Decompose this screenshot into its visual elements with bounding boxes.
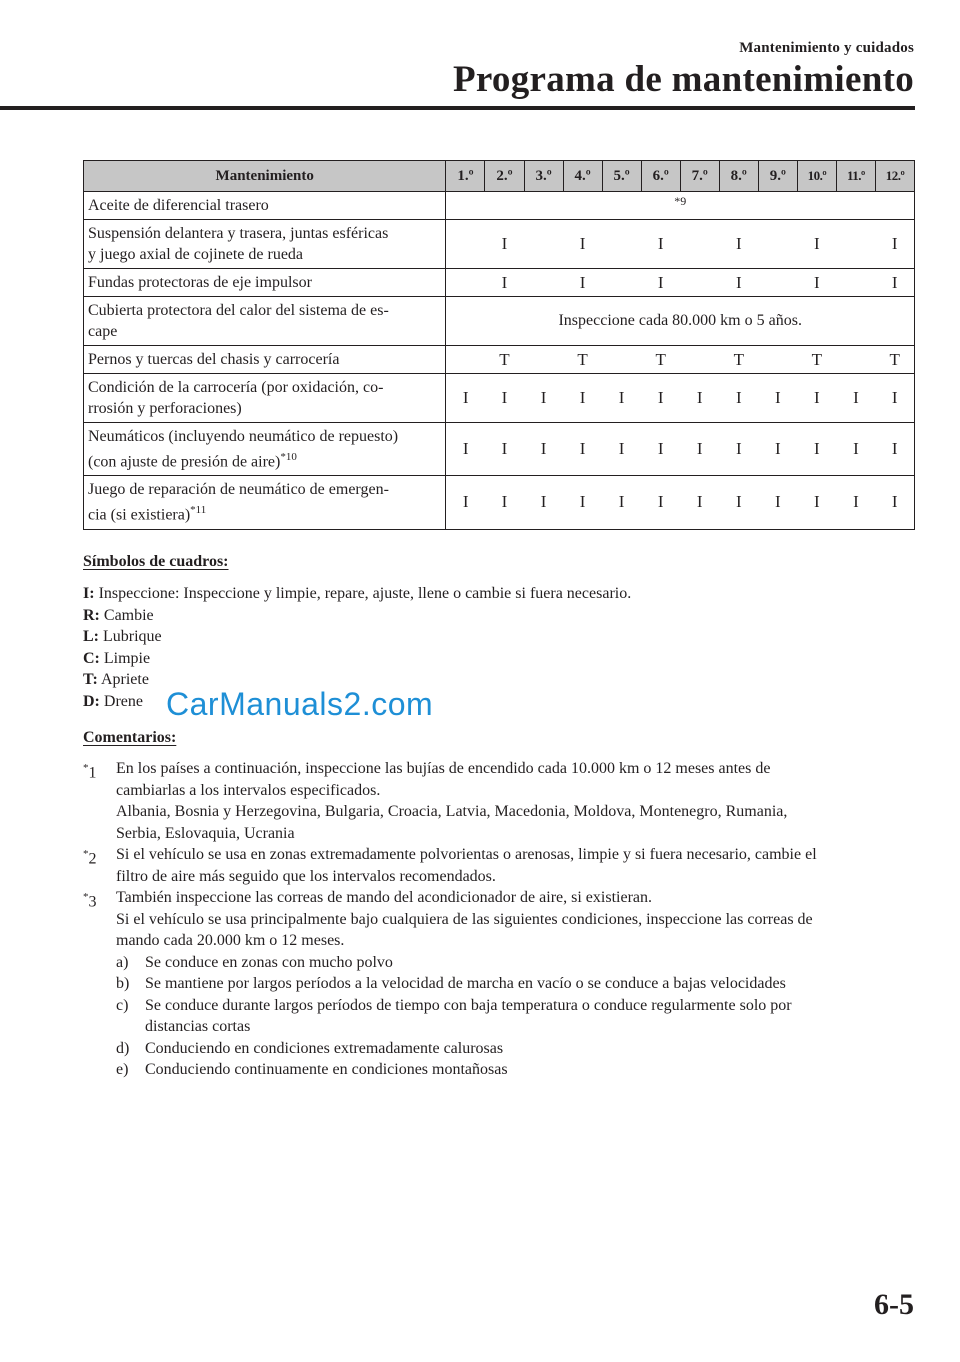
note-line: Conduciendo en condiciones extremadamente calurosas	[145, 1039, 504, 1057]
sub-item-mark: c)	[116, 996, 129, 1014]
note-line: cambiarlas a los intervalos especificados.	[116, 781, 381, 799]
interval-cell: I	[524, 374, 563, 423]
table-header-interval: 7.º	[680, 161, 719, 192]
interval-cell: I	[446, 374, 485, 423]
note-line: Se conduce en zonas con mucho polvo	[145, 953, 393, 971]
table-row	[84, 192, 915, 220]
note-line: Albania, Bosnia y Herzegovina, Bulgaria, Croacia, Latvia, Macedonia, Moldova, Montenegro, Rumania,	[116, 803, 788, 820]
interval-cell: I	[719, 220, 758, 269]
interval-cell: I	[563, 423, 602, 476]
interval-cell: I	[797, 269, 836, 297]
symbol-key: R:	[83, 606, 100, 624]
maintenance-item	[84, 423, 446, 476]
sub-item-mark: e)	[116, 1061, 129, 1078]
symbol-text: Limpie	[103, 649, 151, 667]
interval-cell: T	[797, 346, 836, 374]
maintenance-item-line: y juego axial de cojinete de rueda	[88, 246, 304, 263]
maintenance-item	[84, 476, 446, 529]
note-line: En los países a continuación, inspeccione las bujías de encendido cada 10.000 km o 12 meses antes de	[116, 760, 771, 777]
note-mark: *3	[83, 891, 97, 911]
maintenance-item-line: Cubierta protectora del calor del sistema de es-	[88, 302, 389, 319]
maintenance-item-line: Neumáticos (incluyendo neumático de repuesto)	[88, 428, 399, 445]
comments-section	[83, 729, 918, 1081]
interval-cell: I	[563, 269, 602, 297]
note-line: También inspeccione las correas de mando del acondicionador de aire, si existieran.	[116, 889, 652, 906]
maintenance-item	[84, 297, 446, 346]
note-mark: *1	[83, 762, 97, 782]
interval-cell: I	[524, 476, 563, 529]
interval-cell: I	[680, 374, 719, 423]
interval-cell: I	[485, 269, 524, 297]
symbol-key: D:	[83, 692, 100, 710]
symbol-key: L:	[83, 628, 99, 645]
interval-cell: I	[758, 423, 797, 476]
interval-cell: I	[836, 476, 875, 529]
table-header-interval: 9.º	[758, 161, 797, 192]
interval-cell: I	[875, 423, 914, 476]
maintenance-item-line: Juego de reparación de neumático de emergen-	[88, 481, 389, 499]
symbol-key: I:	[83, 585, 95, 602]
table-header-interval: 5.º	[602, 161, 641, 192]
interval-cell	[836, 220, 875, 269]
note-line: distancias cortas	[145, 1018, 251, 1035]
table-header-interval: 1.º	[446, 161, 485, 192]
page-title: Programa de mantenimiento	[452, 59, 914, 100]
interval-cell: T	[641, 346, 680, 374]
table-row	[84, 374, 915, 423]
interval-cell: I	[563, 476, 602, 529]
interval-cell	[836, 269, 875, 297]
comment-sub-item	[116, 995, 918, 1038]
symbol-item	[83, 583, 918, 605]
note-line: Serbia, Eslovaquia, Ucrania	[116, 824, 295, 842]
footnote-ref: *11	[190, 504, 207, 517]
table-header-interval: 8.º	[719, 161, 758, 192]
interval-cell: I	[485, 374, 524, 423]
comment-note	[83, 758, 918, 844]
note-line: mando cada 20.000 km o 12 meses.	[116, 932, 345, 949]
interval-cell: I	[719, 374, 758, 423]
interval-cell	[524, 269, 563, 297]
interval-cell: I	[875, 476, 914, 529]
interval-cell: I	[836, 374, 875, 423]
interval-cell: I	[485, 476, 524, 529]
table-header-interval: 11.º	[836, 161, 875, 192]
maintenance-item-line: Aceite de diferencial trasero	[88, 197, 269, 214]
symbol-text: Cambie	[103, 606, 154, 624]
table-row	[84, 346, 915, 374]
interval-cell	[446, 269, 485, 297]
interval-cell: I	[524, 423, 563, 476]
table-header-maintenance: Mantenimiento	[84, 161, 446, 192]
maintenance-item-line: rrosión y perforaciones)	[88, 400, 242, 417]
interval-cell: I	[719, 476, 758, 529]
note-line: Se mantiene por largos períodos a la velocidad de marcha en vacío o se conduce a bajas velocidades	[145, 975, 786, 992]
sub-item-mark: d)	[116, 1039, 130, 1057]
interval-span-cell: Inspeccione cada 80.000 km o 5 años.	[446, 297, 915, 346]
symbol-text: Lubrique	[103, 628, 162, 645]
comment-sub-item	[116, 973, 918, 995]
symbol-item	[83, 626, 918, 648]
interval-cell: I	[563, 374, 602, 423]
interval-cell: I	[602, 374, 641, 423]
interval-cell: I	[641, 423, 680, 476]
note-line: Se conduce durante largos períodos de tiempo con baja temperatura o conduce regularmente solo por	[145, 996, 792, 1014]
symbol-text: Drene	[103, 692, 143, 710]
interval-cell: I	[797, 423, 836, 476]
table-row	[84, 269, 915, 297]
interval-cell: I	[758, 476, 797, 529]
interval-cell	[602, 346, 641, 374]
sub-item-mark: a)	[116, 953, 129, 971]
footnote-ref: *10	[280, 451, 297, 463]
interval-cell: T	[563, 346, 602, 374]
page-number: 6-5	[874, 1288, 914, 1321]
section-label: Mantenimiento y cuidados	[739, 40, 914, 56]
interval-cell	[602, 220, 641, 269]
interval-cell: I	[719, 423, 758, 476]
comment-note	[83, 844, 918, 887]
maintenance-item-line: Suspensión delantera y trasera, juntas esféricas	[88, 225, 389, 242]
interval-cell: I	[602, 423, 641, 476]
comments-heading: Comentarios:	[83, 729, 177, 746]
table-header-interval: 12.º	[875, 161, 914, 192]
interval-cell: I	[836, 423, 875, 476]
interval-cell: I	[641, 476, 680, 529]
interval-cell: I	[680, 423, 719, 476]
interval-cell: I	[797, 476, 836, 529]
table-row	[84, 220, 915, 269]
maintenance-item-line: cia (si existiera)	[88, 506, 191, 524]
maintenance-item-line: cape	[88, 323, 118, 340]
table-header-interval: 10.º	[797, 161, 836, 192]
interval-cell	[524, 220, 563, 269]
table-header-interval: 2.º	[485, 161, 524, 192]
maintenance-item-line: Pernos y tuercas del chasis y carrocería	[88, 351, 340, 368]
interval-cell: I	[446, 423, 485, 476]
interval-cell	[836, 346, 875, 374]
interval-cell	[758, 220, 797, 269]
symbols-heading: Símbolos de cuadros:	[83, 553, 229, 570]
table-header-interval: 3.º	[524, 161, 563, 192]
interval-cell: I	[563, 220, 602, 269]
watermark: CarManuals2.com	[166, 686, 434, 722]
symbol-item	[83, 605, 918, 627]
maintenance-table	[83, 160, 915, 530]
maintenance-item	[84, 374, 446, 423]
interval-cell: I	[485, 220, 524, 269]
symbol-key: T:	[83, 671, 98, 688]
comment-sub-item	[116, 952, 918, 974]
note-line: filtro de aire más seguido que los intervalos recomendados.	[116, 867, 496, 885]
interval-cell	[602, 269, 641, 297]
interval-cell	[758, 269, 797, 297]
interval-cell: I	[485, 423, 524, 476]
interval-cell: I	[875, 269, 914, 297]
interval-cell	[680, 269, 719, 297]
interval-cell	[680, 220, 719, 269]
interval-cell	[446, 346, 485, 374]
interval-cell: I	[641, 269, 680, 297]
maintenance-item-line: Condición de la carrocería (por oxidación, co-	[88, 379, 384, 396]
interval-cell: I	[797, 220, 836, 269]
interval-cell: T	[875, 346, 914, 374]
maintenance-item-line: Fundas protectoras de eje impulsor	[88, 274, 312, 291]
interval-cell	[680, 346, 719, 374]
header-rule	[0, 106, 915, 110]
comment-sub-item	[116, 1038, 918, 1060]
interval-cell	[758, 346, 797, 374]
table-header-interval: 6.º	[641, 161, 680, 192]
note-mark: *2	[83, 848, 97, 868]
interval-cell: T	[719, 346, 758, 374]
maintenance-item	[84, 192, 446, 220]
table-row	[84, 423, 915, 476]
note-line: Conduciendo continuamente en condiciones montañosas	[145, 1061, 508, 1078]
interval-cell: I	[602, 476, 641, 529]
maintenance-item	[84, 269, 446, 297]
interval-cell: I	[680, 476, 719, 529]
maintenance-item	[84, 220, 446, 269]
maintenance-item	[84, 346, 446, 374]
table-row	[84, 476, 915, 529]
sub-item-mark: b)	[116, 975, 130, 992]
table-row	[84, 297, 915, 346]
interval-cell: I	[797, 374, 836, 423]
table-header-interval: 4.º	[563, 161, 602, 192]
interval-span-cell: *9	[446, 192, 915, 220]
symbol-text: Apriete	[100, 671, 149, 688]
symbol-text: Inspeccione: Inspeccione y limpie, repare, ajuste, llene o cambie si fuera necesario.	[98, 585, 632, 602]
interval-cell: I	[875, 220, 914, 269]
maintenance-item-line: (con ajuste de presión de aire)	[88, 453, 281, 471]
note-line: Si el vehículo se usa en zonas extremadamente polvorientas o arenosas, limpie y si fuera necesario, cambie el	[116, 846, 817, 863]
comment-note	[83, 887, 918, 1081]
interval-cell: I	[875, 374, 914, 423]
comment-sub-item	[116, 1059, 918, 1081]
interval-cell: I	[641, 374, 680, 423]
interval-cell: I	[719, 269, 758, 297]
interval-cell: I	[641, 220, 680, 269]
note-line: Si el vehículo se usa principalmente bajo cualquiera de las siguientes condiciones, inspeccione las correas de	[116, 910, 813, 928]
notes-list	[83, 758, 918, 1081]
interval-cell: I	[446, 476, 485, 529]
interval-cell: I	[758, 374, 797, 423]
interval-cell: T	[485, 346, 524, 374]
interval-cell	[524, 346, 563, 374]
symbol-item	[83, 648, 918, 670]
interval-cell	[446, 220, 485, 269]
symbol-key: C:	[83, 649, 100, 667]
